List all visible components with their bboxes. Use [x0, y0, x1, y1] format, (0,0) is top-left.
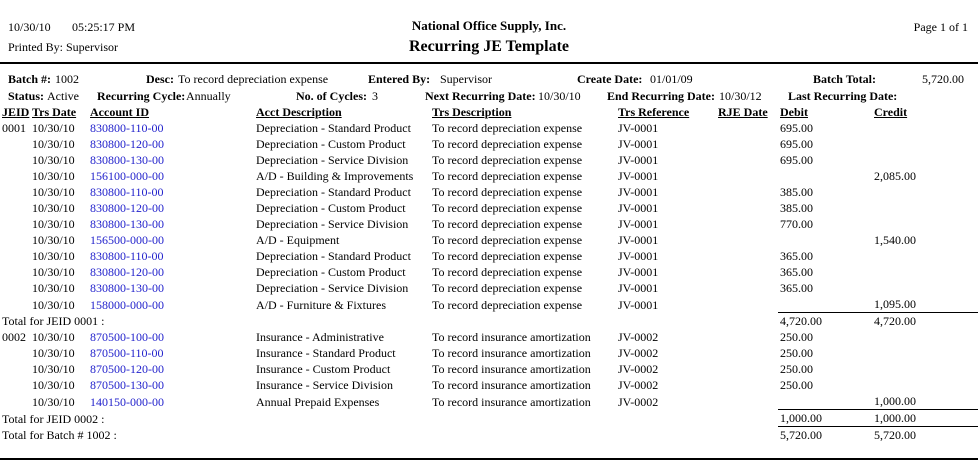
trs-reference-cell: JV-0002 — [618, 346, 659, 360]
account-id-link[interactable]: 830800-120-00 — [90, 137, 164, 151]
trs-description-cell: To record insurance amortization — [432, 330, 591, 344]
trs-date-cell: 10/30/10 — [32, 233, 75, 247]
jeid-cell — [0, 345, 30, 361]
trs-date-cell: 10/30/10 — [32, 121, 75, 135]
credit-cell — [872, 184, 978, 200]
col-trs-reference: Trs Reference — [618, 105, 690, 119]
debit-cell: 695.00 — [780, 121, 813, 135]
report-time: 05:25:17 PM — [72, 20, 136, 34]
credit-cell — [872, 280, 978, 296]
trs-reference-cell: JV-0001 — [618, 153, 659, 167]
total-label: Total for Batch # 1002 : — [2, 428, 117, 442]
acct-description-cell: Depreciation - Custom Product — [256, 137, 406, 151]
trs-reference-cell: JV-0001 — [618, 121, 659, 135]
je-row — [0, 136, 978, 152]
last-recurring-label: Last Recurring Date: — [788, 89, 898, 103]
footer-divider — [0, 458, 978, 460]
trs-reference-cell: JV-0001 — [618, 217, 659, 231]
account-id-link[interactable]: 158000-000-00 — [90, 297, 164, 312]
end-recurring-value: 10/30/12 — [719, 89, 762, 103]
printed-by: Printed By: Supervisor — [8, 40, 118, 54]
account-id-link[interactable]: 830800-110-00 — [90, 249, 164, 263]
trs-reference-cell: JV-0001 — [618, 265, 659, 279]
total-debit: 1,000.00 — [778, 410, 872, 427]
batch-total-label: Batch Total: — [812, 72, 876, 86]
acct-description-cell: A/D - Building & Improvements — [256, 169, 414, 183]
trs-date-cell: 10/30/10 — [32, 153, 75, 167]
account-id-link[interactable]: 830800-130-00 — [90, 281, 164, 295]
rje-date-cell — [716, 152, 778, 168]
trs-reference-cell: JV-0002 — [618, 394, 659, 409]
trs-reference-cell: JV-0001 — [618, 233, 659, 247]
credit-cell — [872, 345, 978, 361]
acct-description-cell: Depreciation - Standard Product — [256, 249, 411, 263]
debit-cell — [778, 296, 872, 313]
credit-cell: 2,085.00 — [874, 169, 916, 183]
trs-description-cell: To record depreciation expense — [432, 297, 583, 312]
total-credit: 1,000.00 — [872, 410, 978, 427]
debit-cell — [778, 393, 872, 410]
rje-date-cell — [716, 393, 778, 410]
debit-cell: 770.00 — [780, 217, 813, 231]
acct-description-cell: A/D - Furniture & Fixtures — [256, 297, 386, 312]
trs-description-cell: To record insurance amortization — [432, 362, 591, 376]
header-divider — [0, 62, 978, 64]
je-row — [0, 168, 978, 184]
acct-description-cell: Insurance - Administrative — [256, 330, 384, 344]
entered-by-label: Entered By: — [368, 72, 431, 86]
batch-number-label: Batch #: — [8, 72, 51, 86]
acct-description-cell: A/D - Equipment — [256, 233, 340, 247]
trs-description-cell: To record insurance amortization — [432, 378, 591, 392]
je-row — [0, 361, 978, 377]
trs-date-cell: 10/30/10 — [32, 185, 75, 199]
recurring-cycle-value: Annually — [186, 89, 231, 103]
je-row — [0, 280, 978, 296]
trs-reference-cell: JV-0001 — [618, 249, 659, 263]
jeid-cell — [0, 361, 30, 377]
jeid-cell — [0, 248, 30, 264]
je-row — [0, 377, 978, 393]
trs-description-cell: To record depreciation expense — [432, 281, 583, 295]
je-row — [0, 393, 978, 410]
acct-description-cell: Depreciation - Standard Product — [256, 121, 411, 135]
account-id-link[interactable]: 870500-120-00 — [90, 362, 164, 376]
trs-date-cell: 10/30/10 — [32, 217, 75, 231]
rje-date-cell — [716, 248, 778, 264]
je-row — [0, 200, 978, 216]
account-id-link[interactable]: 156100-000-00 — [90, 169, 164, 183]
credit-cell — [872, 264, 978, 280]
trs-reference-cell: JV-0001 — [618, 169, 659, 183]
rje-date-cell — [716, 329, 778, 345]
je-row — [0, 152, 978, 168]
entered-by-value: Supervisor — [440, 72, 492, 86]
trs-description-cell: To record depreciation expense — [432, 233, 583, 247]
trs-reference-cell: JV-0002 — [618, 378, 659, 392]
credit-cell — [872, 377, 978, 393]
rje-date-cell — [716, 280, 778, 296]
rje-date-cell — [716, 136, 778, 152]
jeid-cell — [0, 393, 30, 410]
credit-cell — [872, 136, 978, 152]
account-id-link[interactable]: 830800-130-00 — [90, 153, 164, 167]
cycles-label: No. of Cycles: — [296, 89, 367, 103]
batch-number-value: 1002 — [55, 72, 79, 86]
debit-cell: 250.00 — [780, 362, 813, 376]
trs-date-cell: 10/30/10 — [32, 249, 75, 263]
je-table-body — [0, 120, 978, 443]
trs-reference-cell: JV-0001 — [618, 281, 659, 295]
trs-description-cell: To record depreciation expense — [432, 185, 583, 199]
rje-date-cell — [716, 184, 778, 200]
col-debit: Debit — [780, 105, 808, 119]
trs-date-cell: 10/30/10 — [32, 378, 75, 392]
jeid-cell — [0, 280, 30, 296]
account-id-link[interactable]: 830800-110-00 — [90, 121, 164, 135]
debit-cell: 250.00 — [780, 346, 813, 360]
debit-cell — [778, 232, 872, 248]
je-row — [0, 345, 978, 361]
debit-cell: 695.00 — [780, 137, 813, 151]
cycles-value: 3 — [372, 89, 378, 103]
trs-description-cell: To record depreciation expense — [432, 121, 583, 135]
trs-description-cell: To record depreciation expense — [432, 217, 583, 231]
jeid-cell — [0, 232, 30, 248]
trs-description-cell: To record depreciation expense — [432, 137, 583, 151]
trs-reference-cell: JV-0002 — [618, 362, 659, 376]
trs-date-cell: 10/30/10 — [32, 362, 75, 376]
table-header-row — [0, 102, 978, 120]
credit-cell — [872, 200, 978, 216]
jeid-cell — [0, 377, 30, 393]
je-row — [0, 216, 978, 232]
col-credit: Credit — [874, 105, 908, 119]
col-acct-description: Acct Description — [256, 105, 342, 119]
credit-cell: 1,540.00 — [874, 233, 916, 247]
trs-description-cell: To record depreciation expense — [432, 249, 583, 263]
rje-date-cell — [716, 377, 778, 393]
next-recurring-value: 10/30/10 — [538, 89, 581, 103]
jeid-cell — [0, 264, 30, 280]
trs-date-cell: 10/30/10 — [32, 330, 75, 344]
jeid-cell: 0001 — [2, 121, 26, 135]
je-row — [0, 184, 978, 200]
acct-description-cell: Depreciation - Service Division — [256, 153, 409, 167]
status-value: Active — [47, 89, 79, 103]
next-recurring-label: Next Recurring Date: — [425, 89, 536, 103]
total-label: Total for JEID 0001 : — [2, 314, 105, 328]
debit-cell: 365.00 — [780, 281, 813, 295]
trs-date-cell: 10/30/10 — [32, 394, 75, 409]
batch-total-row — [0, 427, 978, 444]
trs-reference-cell: JV-0001 — [618, 201, 659, 215]
debit-cell: 695.00 — [780, 153, 813, 167]
jeid-cell — [0, 200, 30, 216]
account-id-link[interactable]: 870500-100-00 — [90, 330, 164, 344]
trs-date-cell: 10/30/10 — [32, 169, 75, 183]
account-id-link[interactable]: 156500-000-00 — [90, 233, 164, 247]
col-rje-date: RJE Date — [718, 105, 768, 119]
jeid-cell — [0, 216, 30, 232]
trs-date-cell: 10/30/10 — [32, 281, 75, 295]
credit-cell: 1,095.00 — [874, 297, 916, 311]
jeid-cell — [0, 136, 30, 152]
create-date-value: 01/01/09 — [650, 72, 693, 86]
acct-description-cell: Depreciation - Standard Product — [256, 185, 411, 199]
rje-date-cell — [716, 264, 778, 280]
je-row — [0, 120, 978, 136]
credit-cell — [872, 329, 978, 345]
trs-description-cell: To record depreciation expense — [432, 169, 583, 183]
acct-description-cell: Depreciation - Service Division — [256, 281, 409, 295]
trs-reference-cell: JV-0001 — [618, 137, 659, 151]
acct-description-cell: Insurance - Custom Product — [256, 362, 391, 376]
jeid-cell — [0, 184, 30, 200]
acct-description-cell: Insurance - Standard Product — [256, 346, 396, 360]
je-row — [0, 248, 978, 264]
trs-date-cell: 10/30/10 — [32, 346, 75, 360]
credit-cell — [872, 216, 978, 232]
recurring-cycle-label: Recurring Cycle: — [97, 89, 186, 103]
trs-reference-cell: JV-0002 — [618, 330, 659, 344]
total-debit: 5,720.00 — [778, 427, 872, 444]
account-id-link[interactable]: 830800-120-00 — [90, 201, 164, 215]
status-label: Status: — [8, 89, 45, 103]
page-number: Page 1 of 1 — [913, 20, 968, 34]
credit-cell — [872, 120, 978, 136]
jeid-cell — [0, 296, 30, 313]
report-title: Recurring JE Template — [409, 38, 569, 55]
debit-cell: 250.00 — [780, 378, 813, 392]
credit-cell — [872, 361, 978, 377]
acct-description-cell: Depreciation - Custom Product — [256, 201, 406, 215]
create-date-label: Create Date: — [577, 72, 643, 86]
debit-cell — [778, 168, 872, 184]
rje-date-cell — [716, 216, 778, 232]
je-row — [0, 329, 978, 345]
account-id-link[interactable]: 140150-000-00 — [90, 394, 164, 409]
trs-date-cell: 10/30/10 — [32, 297, 75, 312]
jeid-cell: 0002 — [2, 330, 26, 344]
rje-date-cell — [716, 200, 778, 216]
debit-cell: 365.00 — [780, 265, 813, 279]
company-name: National Office Supply, Inc. — [411, 18, 567, 33]
acct-description-cell: Insurance - Service Division — [256, 378, 393, 392]
rje-date-cell — [716, 168, 778, 184]
rje-date-cell — [716, 361, 778, 377]
total-credit: 5,720.00 — [872, 427, 978, 444]
account-id-link[interactable]: 830800-110-00 — [90, 185, 164, 199]
trs-description-cell: To record insurance amortization — [432, 346, 591, 360]
account-id-link[interactable]: 870500-110-00 — [90, 346, 164, 360]
je-row — [0, 296, 978, 313]
end-recurring-label: End Recurring Date: — [607, 89, 715, 103]
total-debit: 4,720.00 — [778, 313, 872, 330]
rje-date-cell — [716, 345, 778, 361]
report-date: 10/30/10 — [8, 20, 51, 34]
debit-cell: 250.00 — [780, 330, 813, 344]
trs-date-cell: 10/30/10 — [32, 137, 75, 151]
desc-value: To record depreciation expense — [178, 72, 329, 86]
acct-description-cell: Depreciation - Service Division — [256, 217, 409, 231]
jeid-total-row — [0, 313, 978, 330]
trs-description-cell: To record depreciation expense — [432, 265, 583, 279]
trs-reference-cell: JV-0001 — [618, 297, 659, 312]
account-id-link[interactable]: 870500-130-00 — [90, 378, 164, 392]
desc-label: Desc: — [146, 72, 174, 86]
debit-cell: 385.00 — [780, 201, 813, 215]
jeid-cell — [0, 168, 30, 184]
col-trs-date: Trs Date — [32, 105, 77, 119]
total-label: Total for JEID 0002 : — [2, 411, 105, 426]
trs-description-cell: To record depreciation expense — [432, 201, 583, 215]
account-id-link[interactable]: 830800-130-00 — [90, 217, 164, 231]
credit-cell — [872, 248, 978, 264]
col-trs-description: Trs Description — [432, 105, 512, 119]
debit-cell: 365.00 — [780, 249, 813, 263]
je-row — [0, 264, 978, 280]
journal-entries-table — [0, 102, 978, 443]
debit-cell: 385.00 — [780, 185, 813, 199]
total-credit: 4,720.00 — [872, 313, 978, 330]
trs-reference-cell: JV-0001 — [618, 185, 659, 199]
col-account-id: Account ID — [90, 105, 149, 119]
acct-description-cell: Annual Prepaid Expenses — [256, 394, 380, 409]
je-row — [0, 232, 978, 248]
credit-cell: 1,000.00 — [874, 394, 916, 408]
trs-date-cell: 10/30/10 — [32, 201, 75, 215]
rje-date-cell — [716, 296, 778, 313]
rje-date-cell — [716, 232, 778, 248]
acct-description-cell: Depreciation - Custom Product — [256, 265, 406, 279]
credit-cell — [872, 152, 978, 168]
batch-total-value: 5,720.00 — [922, 72, 964, 86]
jeid-cell — [0, 152, 30, 168]
trs-date-cell: 10/30/10 — [32, 265, 75, 279]
trs-description-cell: To record insurance amortization — [432, 394, 591, 409]
trs-description-cell: To record depreciation expense — [432, 153, 583, 167]
col-jeid: JEID — [2, 105, 30, 119]
account-id-link[interactable]: 830800-120-00 — [90, 265, 164, 279]
jeid-total-row — [0, 410, 978, 427]
rje-date-cell — [716, 120, 778, 136]
